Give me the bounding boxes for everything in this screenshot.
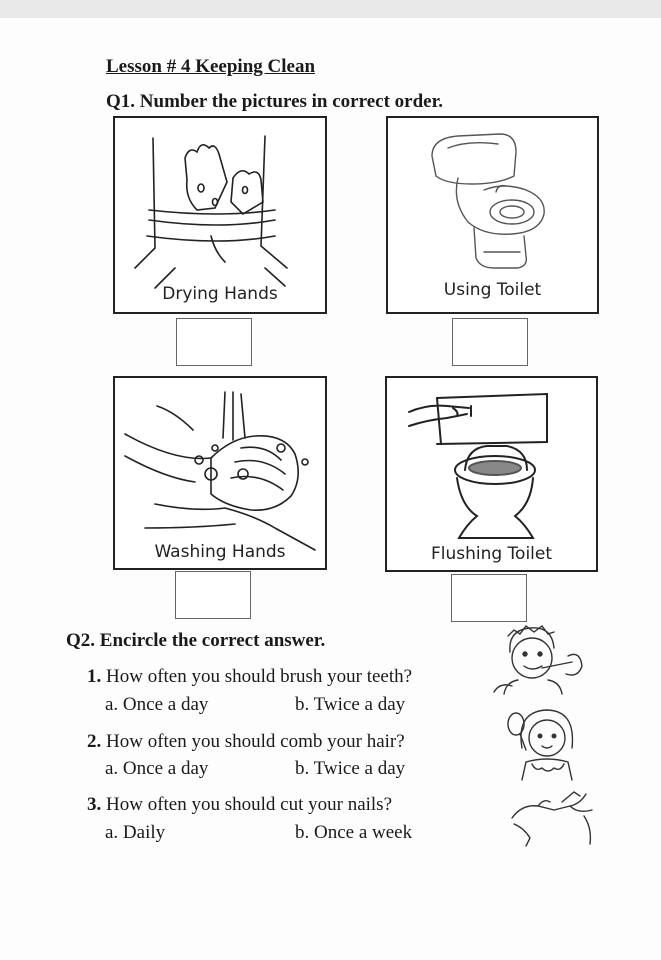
order-number-box[interactable] <box>176 318 252 366</box>
question-3 <box>87 794 392 816</box>
question-number: 2. <box>87 731 102 752</box>
card-label: Washing Hands <box>154 542 286 562</box>
question-number: 3. <box>87 794 102 815</box>
option-a[interactable]: a. Once a day <box>105 758 209 779</box>
question-text: How often you should comb your hair? <box>106 731 405 752</box>
q1-heading: Q1. Number the pictures in correct order. <box>106 91 444 112</box>
option-a[interactable]: a. Daily <box>105 822 166 843</box>
brushing-teeth-icon <box>490 622 590 702</box>
card-label: Drying Hands <box>162 284 278 304</box>
drying-hands-icon <box>115 118 325 312</box>
card-washing-hands <box>113 376 327 570</box>
washing-hands-icon <box>115 378 325 568</box>
q2-heading: Q2. Encircle the correct answer. <box>66 630 326 651</box>
flushing-toilet-icon <box>387 378 596 570</box>
card-label: Flushing Toilet <box>430 544 553 564</box>
combing-hair-icon <box>502 702 592 782</box>
card-drying-hands <box>113 116 327 314</box>
option-a[interactable]: a. Once a day <box>105 694 209 715</box>
order-number-box[interactable] <box>175 571 251 619</box>
lesson-title: Lesson # 4 Keeping Clean <box>106 56 316 77</box>
worksheet-page <box>0 18 661 960</box>
card-flushing-toilet <box>385 376 598 572</box>
question-text: How often you should cut your nails? <box>106 794 393 815</box>
question-1 <box>87 666 412 688</box>
option-b[interactable]: b. Once a week <box>295 822 413 843</box>
option-b[interactable]: b. Twice a day <box>295 758 406 779</box>
order-number-box[interactable] <box>452 318 528 366</box>
card-using-toilet <box>386 116 599 314</box>
question-number: 1. <box>87 666 102 687</box>
question-2 <box>87 731 405 753</box>
question-text: How often you should brush your teeth? <box>106 666 413 687</box>
card-label: Using Toilet <box>443 280 542 300</box>
cutting-nails-icon <box>508 784 598 854</box>
option-b[interactable]: b. Twice a day <box>295 694 406 715</box>
order-number-box[interactable] <box>451 574 527 622</box>
